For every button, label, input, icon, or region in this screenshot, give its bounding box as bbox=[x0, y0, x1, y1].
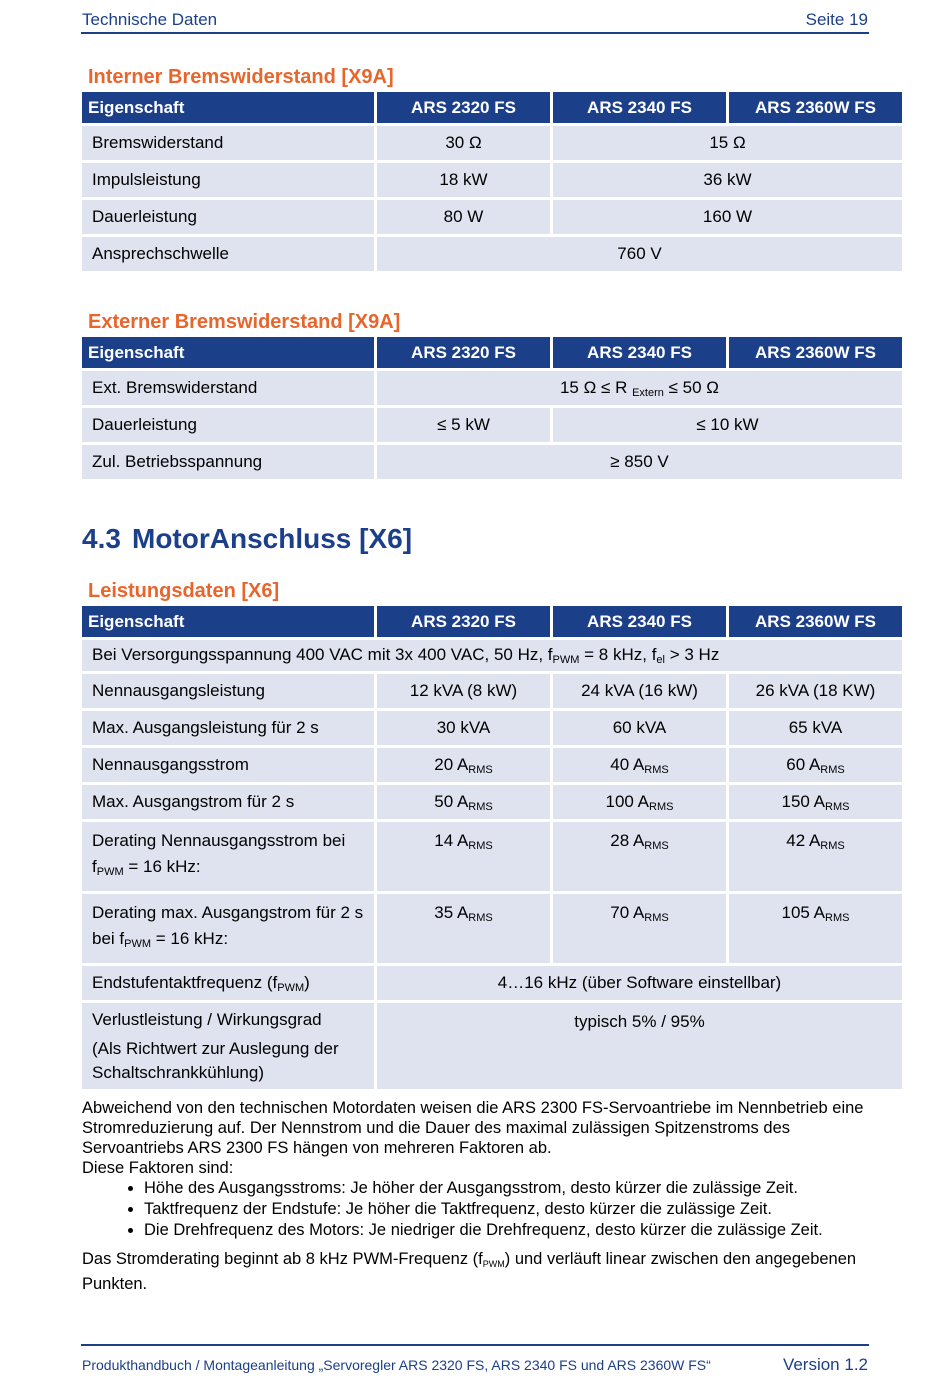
cell-value: 36 kW bbox=[553, 163, 902, 197]
row-label: Impulsleistung bbox=[82, 163, 374, 197]
value-subscript: RMS bbox=[825, 800, 850, 813]
value-text: 14 A bbox=[434, 831, 469, 850]
table-row bbox=[82, 966, 902, 1000]
cell-value: typisch 5% / 95% bbox=[377, 1003, 902, 1089]
value-text: 70 A bbox=[610, 903, 645, 922]
table-row bbox=[82, 711, 902, 745]
col-header-ars2320: ARS 2320 FS bbox=[377, 337, 550, 368]
label-subscript: PWM bbox=[277, 981, 305, 994]
factor-list bbox=[82, 1178, 882, 1241]
cell-value: ≥ 850 V bbox=[377, 445, 902, 479]
value-subscript: RMS bbox=[825, 912, 850, 924]
value-subscript: RMS bbox=[468, 912, 493, 924]
list-item: • Höhe des Ausgangsstroms: Je höher der Ausgangsstrom, desto kürzer die zulässige Zeit. bbox=[144, 1178, 882, 1199]
value-text: 20 A bbox=[434, 754, 469, 774]
value-subscript: RMS bbox=[644, 912, 669, 924]
cell-value: 4…16 kHz (über Software einstellbar) bbox=[377, 966, 902, 1000]
cell-value bbox=[377, 785, 550, 819]
body-text bbox=[82, 1098, 882, 1294]
value-text: 100 A bbox=[605, 791, 650, 811]
power-data-title: Leistungsdaten [X6] bbox=[88, 580, 280, 602]
row-label bbox=[82, 966, 374, 1000]
cell-value bbox=[377, 748, 550, 782]
table-row bbox=[82, 200, 902, 234]
value-subscript: RMS bbox=[468, 840, 493, 852]
cell-value bbox=[553, 894, 726, 963]
internal-brake-resistor-table bbox=[79, 89, 905, 274]
page-footer bbox=[81, 1344, 869, 1380]
value-subscript: RMS bbox=[468, 800, 493, 813]
cell-value: 24 kVA (16 kW) bbox=[553, 674, 726, 708]
cell-value bbox=[729, 894, 902, 963]
col-header-ars2320: ARS 2320 FS bbox=[377, 92, 550, 123]
paragraph-text: ) und verläuft linear zwischen den angegebenen Punkten. bbox=[82, 1250, 857, 1293]
col-header-property: Eigenschaft bbox=[82, 92, 374, 123]
header-section-title: Technische Daten bbox=[82, 10, 218, 29]
header-page-number: Seite 19 bbox=[805, 10, 868, 29]
cell-value: ≤ 10 kW bbox=[553, 408, 902, 442]
cell-value: 30 Ω bbox=[377, 126, 550, 160]
table-row bbox=[82, 748, 902, 782]
table-header-row bbox=[82, 92, 902, 123]
cell-value: 760 V bbox=[377, 237, 902, 271]
cell-value: ≤ 5 kW bbox=[377, 408, 550, 442]
value-subscript: RMS bbox=[468, 763, 493, 776]
list-item: • Taktfrequenz der Endstufe: Je höher die Taktfrequenz, desto kürzer die zulässige Zeit. bbox=[144, 1199, 882, 1220]
col-header-ars2340: ARS 2340 FS bbox=[553, 337, 726, 368]
paragraph: Abweichend von den technischen Motordaten weisen die ARS 2300 FS-Servoantriebe im Nennbetrieb eine Stromreduzierung auf. Der Nennstrom und die Dauer des maximal zulässigen Spitzenstroms des Servoantriebs ARS 2300 FS hängen von mehreren Faktoren ab. bbox=[82, 1099, 864, 1157]
note-text: > 3 Hz bbox=[664, 645, 720, 664]
table-row bbox=[82, 126, 902, 160]
page-header bbox=[81, 8, 869, 34]
col-header-property: Eigenschaft bbox=[82, 337, 374, 368]
label-note: (Als Richtwert zur Auslegung der Schaltschrankkühlung) bbox=[92, 1039, 339, 1082]
col-header-property: Eigenschaft bbox=[82, 606, 374, 637]
value-text: 42 A bbox=[786, 831, 821, 850]
table-row bbox=[82, 785, 902, 819]
table-header-row bbox=[82, 606, 902, 637]
table-row bbox=[82, 822, 902, 891]
note-subscript: PWM bbox=[552, 654, 580, 666]
col-header-ars2320: ARS 2320 FS bbox=[377, 606, 550, 637]
row-label: Dauerleistung bbox=[82, 408, 374, 442]
label-text: = 16 kHz: bbox=[123, 857, 201, 876]
cell-value: 60 kVA bbox=[553, 711, 726, 745]
note-text: = 8 kHz, f bbox=[579, 645, 657, 664]
value-subscript: RMS bbox=[649, 800, 674, 813]
cell-value: 80 W bbox=[377, 200, 550, 234]
paragraph: Diese Faktoren sind: bbox=[82, 1159, 234, 1177]
label-text: Derating Nennausgangsstrom bei f bbox=[92, 831, 346, 876]
note-text: Bei Versorgungsspannung 400 VAC mit 3x 400 VAC, 50 Hz, f bbox=[92, 645, 553, 664]
value-subscript: RMS bbox=[644, 763, 669, 776]
cell-value: 26 kVA (18 KW) bbox=[729, 674, 902, 708]
cell-value: 18 kW bbox=[377, 163, 550, 197]
value-text: 15 Ω ≤ R bbox=[559, 377, 633, 397]
row-label: Nennausgangsstrom bbox=[82, 748, 374, 782]
table-header-row bbox=[82, 337, 902, 368]
footer-version: Version 1.2 bbox=[782, 1355, 868, 1374]
list-item: • Die Drehfrequenz des Motors: Je niedriger die Drehfrequenz, desto kürzer die zulässige Zeit. bbox=[144, 1220, 882, 1241]
row-label: Ext. Bremswiderstand bbox=[82, 371, 374, 405]
row-label: Ansprechschwelle bbox=[82, 237, 374, 271]
row-label bbox=[82, 894, 374, 963]
label-subscript: PWM bbox=[124, 938, 152, 950]
cell-value: 15 Ω bbox=[553, 126, 902, 160]
note-subscript: el bbox=[656, 654, 665, 666]
external-brake-resistor-title: Externer Bremswiderstand [X9A] bbox=[88, 311, 401, 333]
cell-value bbox=[729, 785, 902, 819]
cell-value: 160 W bbox=[553, 200, 902, 234]
cell-value bbox=[553, 822, 726, 891]
section-heading bbox=[82, 523, 412, 555]
value-subscript: RMS bbox=[820, 763, 845, 776]
value-text: 150 A bbox=[781, 791, 826, 811]
table-row bbox=[82, 445, 902, 479]
section-number: 4.3 bbox=[82, 523, 121, 554]
table-row bbox=[82, 237, 902, 271]
row-label: Dauerleistung bbox=[82, 200, 374, 234]
cell-value bbox=[553, 785, 726, 819]
internal-brake-resistor-title: Interner Bremswiderstand [X9A] bbox=[88, 66, 394, 88]
col-header-ars2360w: ARS 2360W FS bbox=[729, 337, 902, 368]
cell-value bbox=[377, 371, 902, 405]
cell-value: 12 kVA (8 kW) bbox=[377, 674, 550, 708]
power-data-table bbox=[79, 603, 905, 1092]
footer-document-title: Produkthandbuch / Montageanleitung „Servoregler ARS 2320 FS, ARS 2340 FS und ARS 2360W FS“ bbox=[82, 1357, 711, 1373]
value-text: 28 A bbox=[610, 831, 645, 850]
paragraph bbox=[82, 1249, 882, 1294]
col-header-ars2340: ARS 2340 FS bbox=[553, 606, 726, 637]
value-text: 40 A bbox=[610, 754, 645, 774]
conditions-note bbox=[82, 640, 902, 671]
row-label bbox=[82, 1003, 374, 1089]
cell-value bbox=[553, 748, 726, 782]
row-label: Nennausgangsleistung bbox=[82, 674, 374, 708]
label-text: Endstufentaktfrequenz (f bbox=[92, 972, 278, 992]
value-text: 60 A bbox=[786, 754, 821, 774]
value-text: 50 A bbox=[434, 791, 469, 811]
label-text: ) bbox=[304, 972, 310, 992]
label-text: = 16 kHz: bbox=[151, 929, 229, 948]
col-header-ars2360w: ARS 2360W FS bbox=[729, 606, 902, 637]
col-header-ars2340: ARS 2340 FS bbox=[553, 92, 726, 123]
label-line: Verlustleistung / Wirkungsgrad bbox=[92, 1010, 322, 1029]
cell-value bbox=[377, 822, 550, 891]
paragraph-subscript: PWM bbox=[482, 1259, 505, 1269]
value-text: 105 A bbox=[781, 903, 826, 922]
table-row bbox=[82, 371, 902, 405]
external-brake-resistor-table bbox=[79, 334, 905, 482]
cell-value bbox=[729, 748, 902, 782]
cell-value bbox=[729, 822, 902, 891]
table-row bbox=[82, 894, 902, 963]
row-label: Bremswiderstand bbox=[82, 126, 374, 160]
row-label: Max. Ausgangsleistung für 2 s bbox=[82, 711, 374, 745]
value-subscript: Extern bbox=[632, 386, 664, 399]
table-row bbox=[82, 163, 902, 197]
row-label: Zul. Betriebsspannung bbox=[82, 445, 374, 479]
value-subscript: RMS bbox=[644, 840, 669, 852]
paragraph-text: Das Stromderating beginnt ab 8 kHz PWM-Frequenz (f bbox=[82, 1250, 483, 1268]
cell-value: 30 kVA bbox=[377, 711, 550, 745]
cell-value bbox=[377, 894, 550, 963]
table-row bbox=[82, 408, 902, 442]
table-row bbox=[82, 1003, 902, 1089]
value-text: ≤ 50 Ω bbox=[663, 377, 720, 397]
section-title: MotorAnschluss [X6] bbox=[132, 523, 413, 554]
label-subscript: PWM bbox=[96, 866, 124, 878]
value-subscript: RMS bbox=[820, 840, 845, 852]
label-text: Derating max. Ausgangstrom für 2 s bei f bbox=[92, 903, 364, 948]
table-row bbox=[82, 640, 902, 671]
value-text: 35 A bbox=[434, 903, 469, 922]
row-label: Max. Ausgangstrom für 2 s bbox=[82, 785, 374, 819]
table-row bbox=[82, 674, 902, 708]
col-header-ars2360w: ARS 2360W FS bbox=[729, 92, 902, 123]
row-label bbox=[82, 822, 374, 891]
cell-value: 65 kVA bbox=[729, 711, 902, 745]
